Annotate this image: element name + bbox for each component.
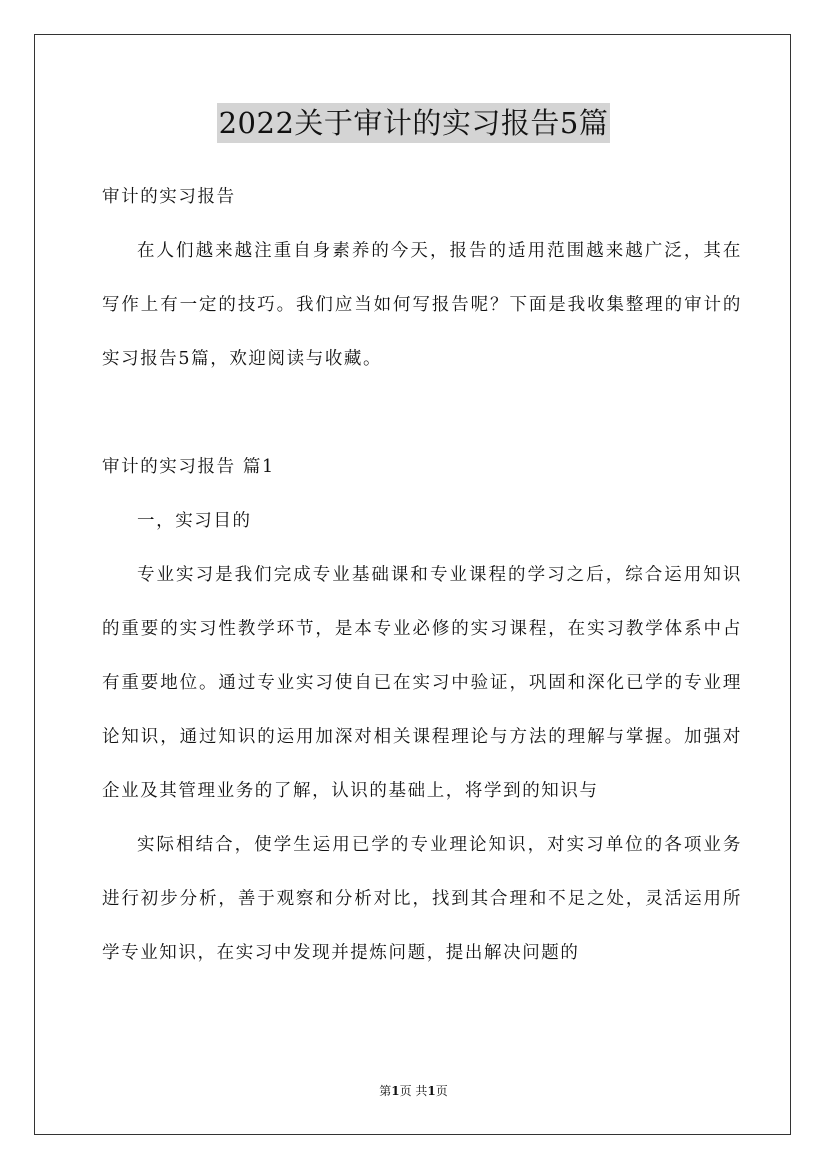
document-body [102, 170, 742, 980]
page-label-suffix: 页 [435, 1084, 448, 1098]
title-container [0, 103, 827, 143]
subsection-heading: 一，实习目的 [137, 511, 252, 531]
page-current: 1 [391, 1084, 400, 1098]
section-heading: 审计的实习报告 [102, 187, 236, 207]
page-label-mid: 页 共 [399, 1084, 428, 1098]
page-footer [0, 1082, 827, 1100]
report-heading: 审计的实习报告 篇1 [102, 457, 275, 477]
body-paragraph: 专业实习是我们完成专业基础课和专业课程的学习之后，综合运用知识的重要的实习性教学环节，是本专业必修的实习课程，在实习教学体系中占有重要地位。通过专业实习使自已在实习中验证，巩固和深化已学的专业理论知识，通过知识的运用加深对相关课程理论与方法的理解与掌握。加强对企业及其管理业务的了解，认识的基础上，将学到的知识与 [102, 565, 742, 801]
page-total: 1 [427, 1084, 436, 1098]
page-label-prefix: 第 [379, 1084, 392, 1098]
body-paragraph: 实际相结合，使学生运用已学的专业理论知识，对实习单位的各项业务进行初步分析，善于观察和分析对比，找到其合理和不足之处，灵活运用所学专业知识，在实习中发现并提炼问题，提出解决问题的 [102, 835, 742, 963]
intro-paragraph: 在人们越来越注重自身素养的今天，报告的适用范围越来越广泛，其在写作上有一定的技巧。我们应当如何写报告呢？下面是我收集整理的审计的实习报告5篇，欢迎阅读与收藏。 [102, 241, 742, 369]
blank-line [102, 386, 742, 440]
document-title: 2022关于审计的实习报告5篇 [217, 103, 611, 143]
